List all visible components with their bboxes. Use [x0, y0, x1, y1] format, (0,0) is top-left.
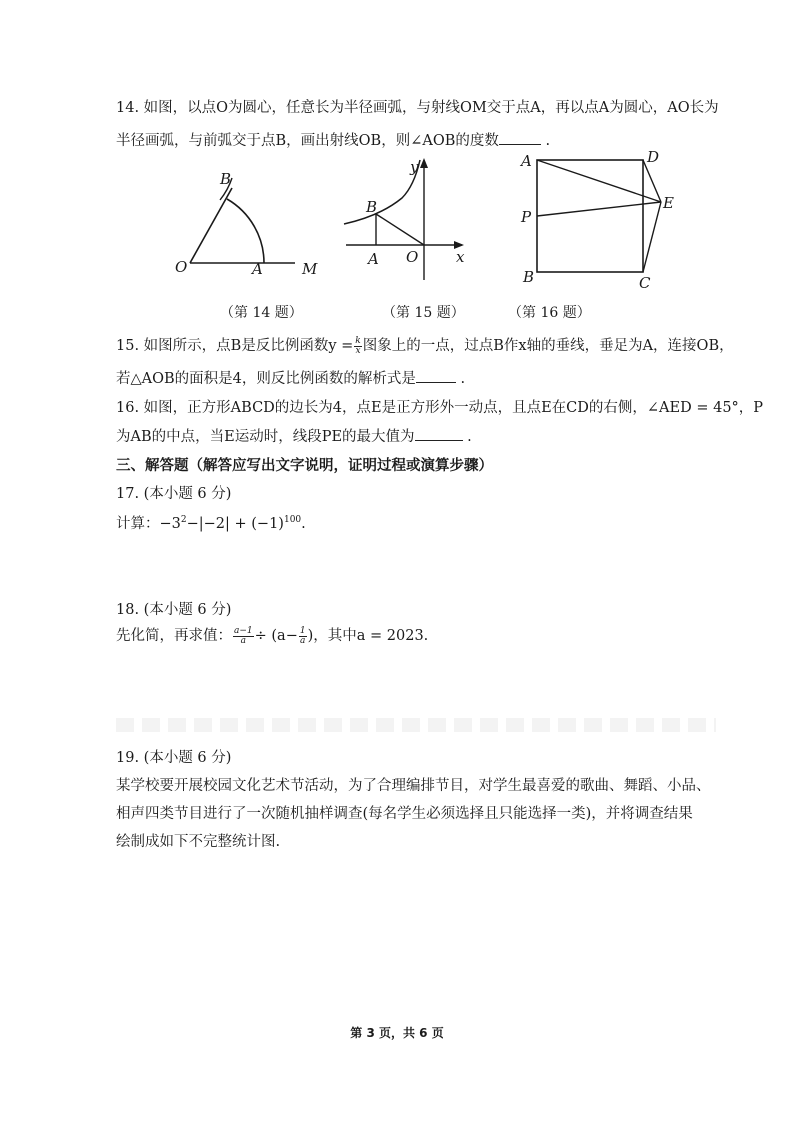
q15-line2	[116, 368, 716, 389]
q17-header: 17. (本小题 6 分)	[116, 486, 232, 502]
q18-header: 18. (本小题 6 分)	[116, 602, 232, 618]
q18-text-a: 先化简，再求值：	[116, 628, 232, 644]
q16-line2-text: 为AB的中点，当E运动时，线段PE的最大值为	[116, 429, 415, 445]
fig14-label-o: O	[175, 258, 188, 276]
q15-line2-end: .	[460, 371, 466, 387]
q16-line1: 16. 如图，正方形ABCD的边长为4，点E是正方形外一动点，且点E在CD的右侧，∠AED = 45°，P	[116, 400, 764, 416]
q18-f1-num: a−1	[234, 625, 253, 636]
q15-answer-blank	[416, 368, 456, 383]
q18-text-b: ÷ (a−	[254, 628, 298, 644]
fig16-segment-de	[643, 160, 661, 202]
fig16-label-e: E	[663, 194, 674, 212]
q15-frac-num: k	[355, 335, 361, 346]
fig16-label-d: D	[647, 150, 660, 166]
q15-line1	[116, 335, 734, 356]
fig15-hyperbola	[344, 160, 420, 224]
q17-expression	[116, 510, 716, 534]
q17-text-c: .	[301, 515, 306, 532]
q18-fraction-2	[299, 627, 307, 646]
fig16-label-p: P	[521, 208, 532, 226]
q18-f2-num: 1	[299, 625, 306, 636]
fig14-arc-o	[227, 199, 264, 263]
bleed-through-1	[116, 718, 716, 732]
q15-line2-text: 若△AOB的面积是4，则反比例函数的解析式是	[116, 371, 416, 387]
fig16-label-c: C	[639, 274, 651, 290]
figure-15	[340, 150, 480, 285]
q19-line1: 某学校要开展校园文化艺术节活动，为了合理编排节目，对学生最喜爱的歌曲、舞蹈、小品、	[116, 778, 711, 794]
q15-frac-den: x	[355, 345, 361, 356]
q18-expression	[116, 626, 716, 646]
fig15-label-x: x	[456, 248, 465, 266]
q14-line2	[116, 130, 716, 151]
fig14-label-a: A	[252, 260, 263, 278]
fig15-y-arrow	[420, 158, 428, 168]
q17-sup-2: 2	[180, 515, 187, 525]
q15-fraction-k-over-x	[354, 337, 361, 356]
q14-line1: 14. 如图，以点O为圆心，任意长为半径画弧，与射线OM交于点A，再以点A为圆心，AO长为	[116, 100, 719, 116]
q14-line2-end: .	[545, 133, 551, 149]
fig16-label-a: A	[521, 152, 532, 170]
fig15-label-a: A	[368, 250, 379, 268]
q14-line2-text: 半径画弧，与前弧交于点B，画出射线OB，则∠AOB的度数	[116, 133, 499, 149]
q19-header: 19. (本小题 6 分)	[116, 750, 232, 766]
q14-answer-blank	[499, 130, 541, 145]
page-footer: 第 3 页，共 6 页	[350, 1026, 444, 1040]
q15-line1-a: 15. 如图所示，点B是反比例函数y =	[116, 338, 354, 354]
fig14-label-b: B	[220, 170, 232, 188]
q15-line1-b: 图象上的一点，过点B作x轴的垂线，垂足为A，连接OB，	[362, 338, 734, 354]
q16-line2	[116, 426, 716, 447]
fig16-square	[537, 160, 643, 272]
section3-title: 三、解答题（解答应写出文字说明，证明过程或演算步骤）	[116, 457, 493, 474]
fig15-label-y: y	[410, 158, 419, 176]
fig15-segment-bo	[376, 214, 424, 245]
q17-text-a: 计算：−3	[116, 515, 181, 532]
figures-row	[0, 150, 794, 310]
fig14-caption: （第 14 题）	[220, 305, 303, 321]
q19-line3: 绘制成如下不完整统计图.	[116, 834, 281, 850]
fig15-label-b: B	[366, 198, 378, 216]
q18-f1-den: a	[240, 635, 246, 646]
fig14-label-m: M	[302, 260, 318, 278]
q17-text-b: −|−2| + (−1)	[186, 515, 284, 532]
q18-text-c: )，其中a = 2023.	[307, 628, 429, 644]
figure-16	[515, 150, 685, 290]
fig15-label-o: O	[406, 248, 419, 266]
fig14-ray-ob	[190, 188, 232, 263]
figure-14	[170, 150, 330, 285]
fig16-label-b: B	[523, 268, 535, 286]
q18-f2-den: a	[300, 635, 306, 646]
q16-line2-end: .	[467, 429, 472, 445]
fig15-caption: （第 15 题）	[382, 305, 465, 321]
q19-line2: 相声四类节目进行了一次随机抽样调查(每名学生必须选择且只能选择一类)，并将调查结果	[116, 806, 693, 822]
q16-answer-blank	[415, 426, 463, 441]
q18-fraction-1	[233, 627, 254, 646]
fig16-caption: （第 16 题）	[508, 305, 591, 321]
q17-sup-100: 100	[283, 515, 302, 525]
fig16-segment-ce	[643, 202, 661, 272]
